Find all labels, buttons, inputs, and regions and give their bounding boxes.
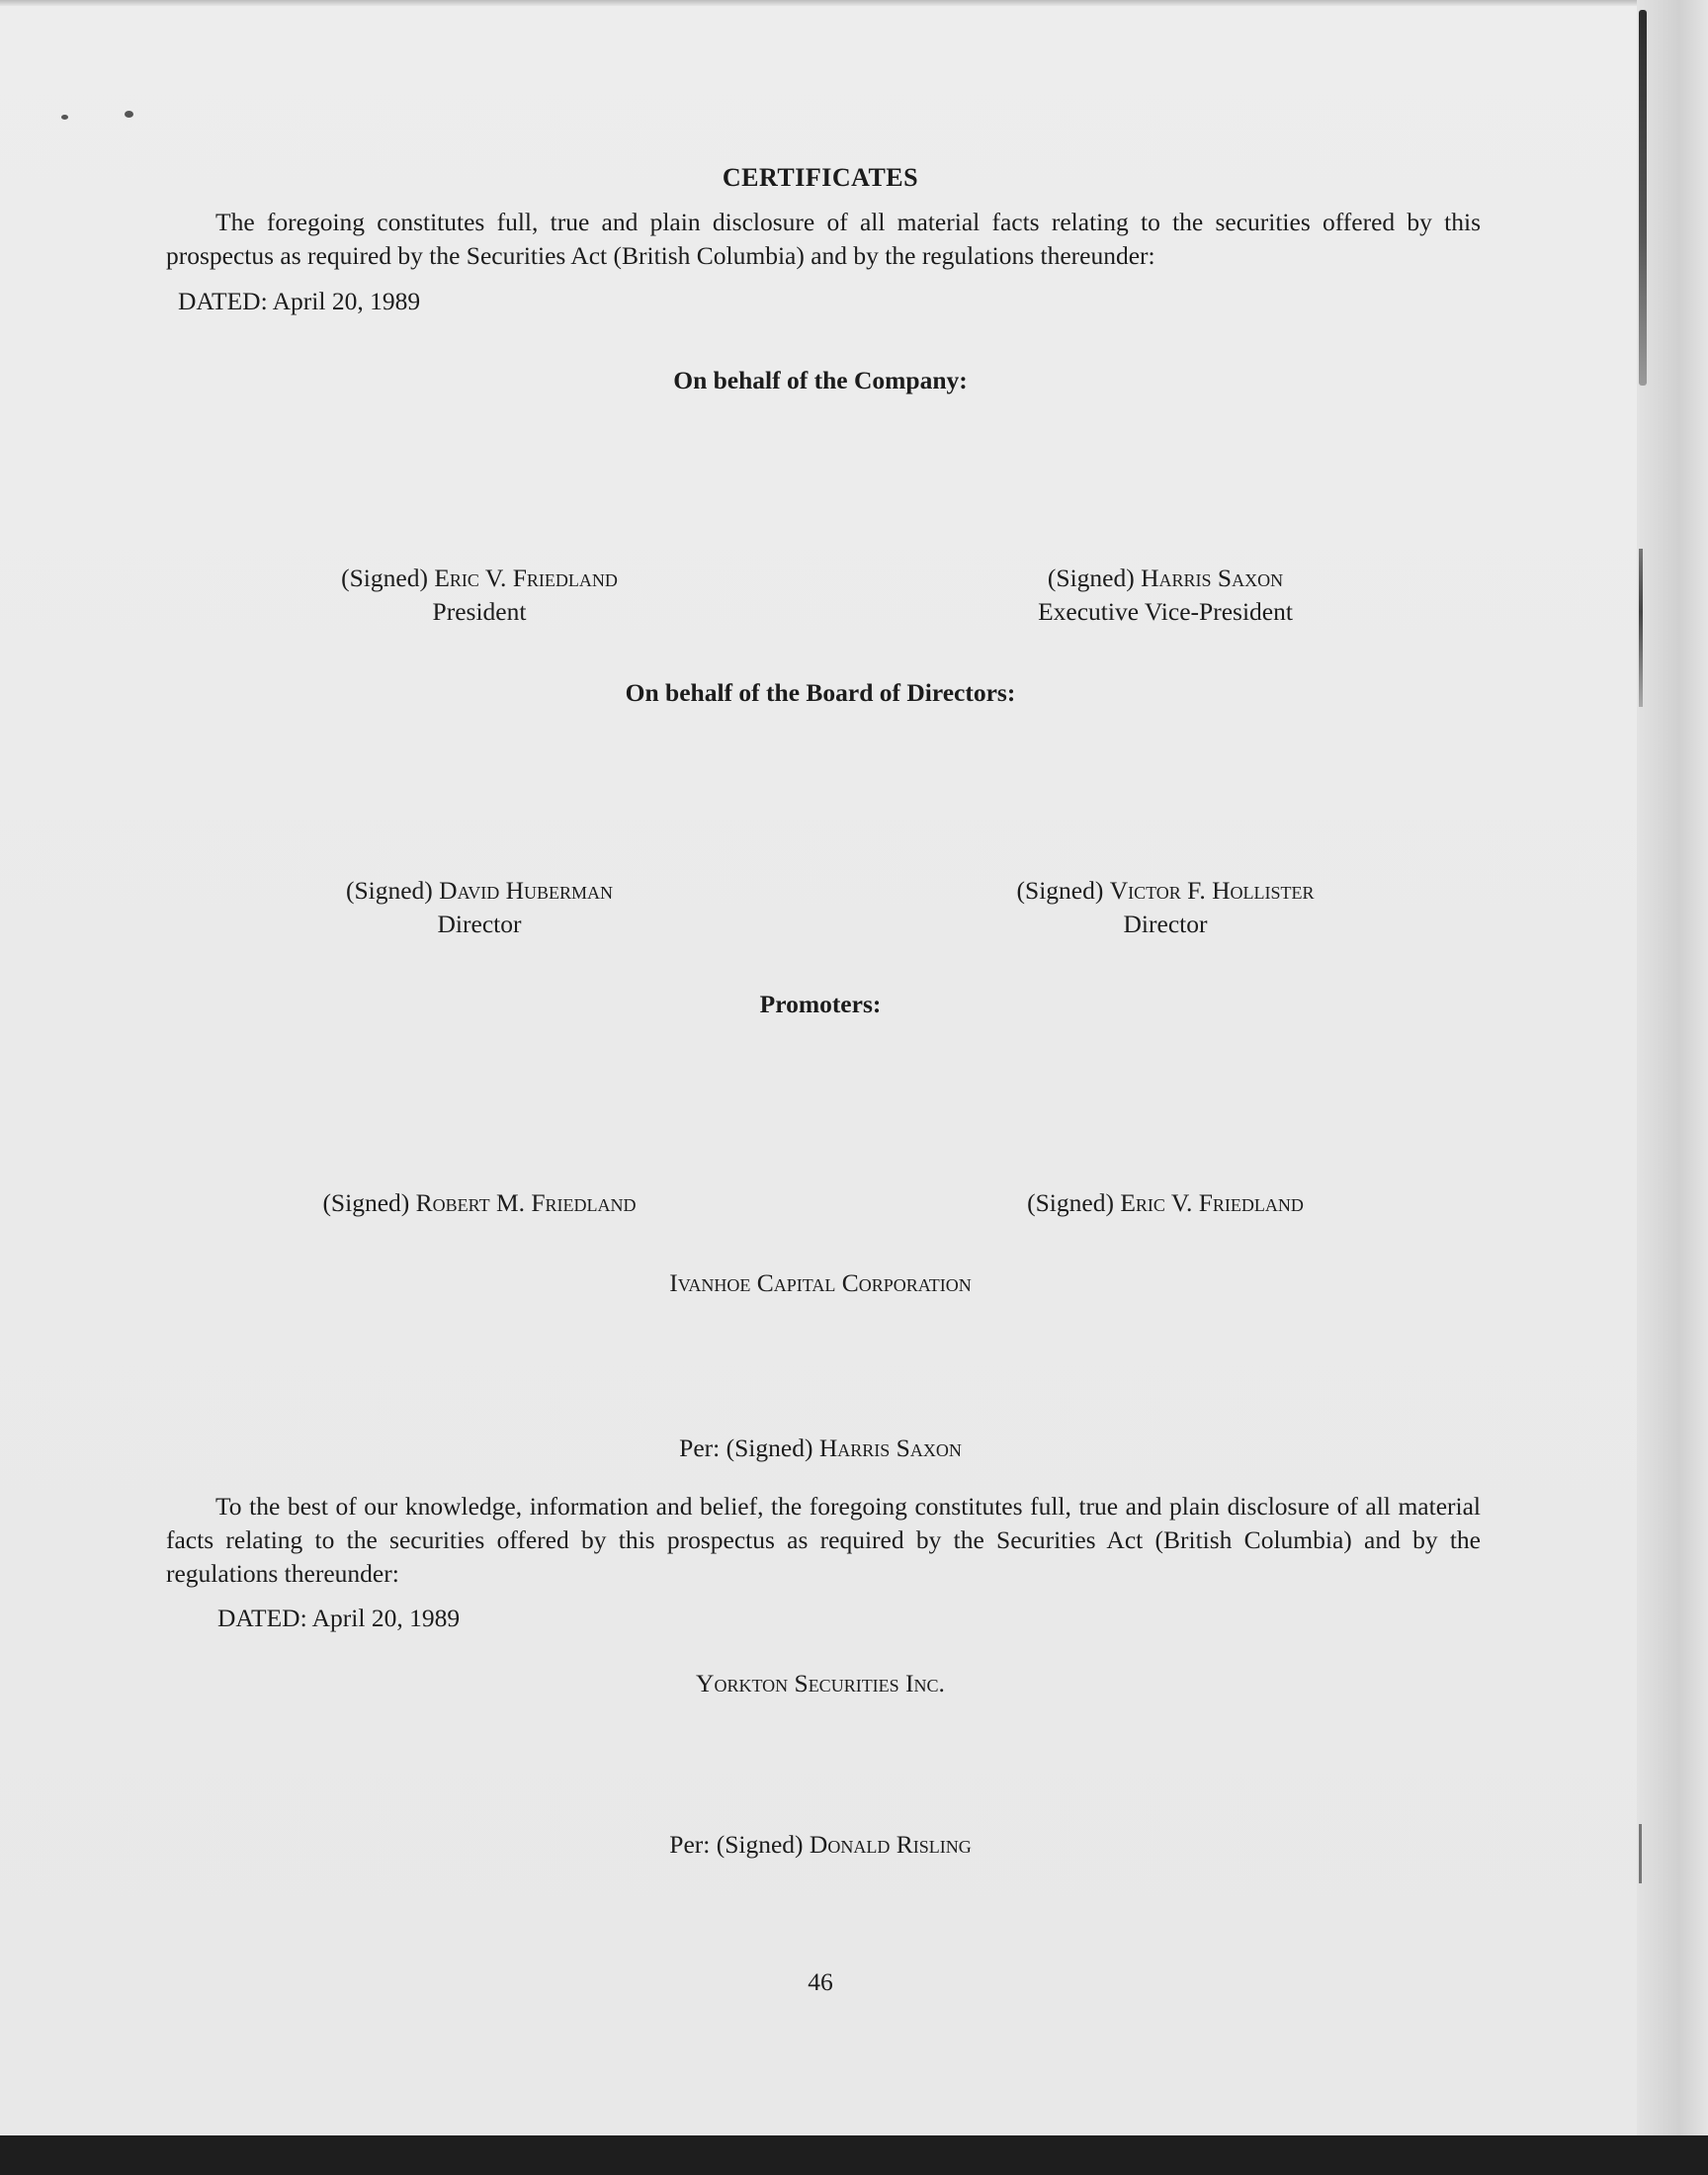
intro-paragraph: The foregoing constitutes full, true and plain disclosure of all material facts relating to the securities offered by this prospectus as required by the Securities Act (British Columbia) and by the regulations thereunder: [166, 208, 1481, 270]
underwriter-name: Yorkton Securities Inc. [696, 1669, 945, 1697]
signatory-name: Victor F. Hollister [1109, 876, 1315, 905]
board-heading: On behalf of the Board of Directors: [625, 678, 1016, 707]
signatory-promoter-1 [203, 1186, 756, 1220]
per-label: Per: (Signed) [669, 1830, 804, 1859]
signatory-name: Eric V. Friedland [434, 564, 618, 592]
company-heading: On behalf of the Company: [673, 366, 968, 394]
signatory-company-2 [889, 562, 1442, 629]
signed-label: (Signed) [345, 876, 433, 905]
signatory-role: Director [1123, 910, 1208, 938]
per-signatory-name: Harris Saxon [818, 1434, 962, 1462]
dated-line-1: DATED: April 20, 1989 [178, 287, 421, 315]
scan-edge-shadow [1639, 10, 1647, 386]
signed-label: (Signed) [1016, 876, 1104, 905]
signed-label: (Signed) [1047, 564, 1135, 592]
signed-label: (Signed) [341, 564, 428, 592]
page-right-edge [1637, 0, 1708, 2175]
signatory-role: Executive Vice-President [1038, 597, 1293, 626]
signatory-board-1 [203, 874, 756, 941]
page-bottom-edge [0, 2135, 1708, 2175]
signatory-board-2 [889, 874, 1442, 941]
scan-edge-shadow [1639, 549, 1643, 707]
promoter-corporation: Ivanhoe Capital Corporation [669, 1268, 972, 1297]
underwriter-paragraph: To the best of our knowledge, information and belief, the foregoing constitutes full, true and plain disclosure of all material facts relating to the securities offered by this prospectus as required by the Securities Act (British Columbia) and by the regulations thereunder: [166, 1492, 1481, 1588]
underwriter-per-line [158, 1830, 1483, 1860]
page-top-edge [0, 0, 1708, 6]
scan-speck [125, 111, 133, 118]
promoter-corp-per-line [158, 1434, 1483, 1463]
signatory-name: Harris Saxon [1141, 564, 1284, 592]
per-signatory-name: Donald Risling [809, 1830, 972, 1859]
signatory-role: President [432, 597, 527, 626]
signatory-role: Director [437, 910, 522, 938]
dated-line-2: DATED: April 20, 1989 [217, 1604, 461, 1632]
signatory-name: David Huberman [439, 876, 614, 905]
scan-speck [61, 115, 68, 120]
signatory-promoter-2 [889, 1186, 1442, 1220]
signed-label: (Signed) [1027, 1188, 1114, 1217]
per-label: Per: (Signed) [679, 1434, 813, 1462]
signatory-name: Robert M. Friedland [415, 1188, 637, 1217]
promoters-heading: Promoters: [759, 990, 882, 1018]
page-title: CERTIFICATES [722, 163, 919, 192]
signed-label: (Signed) [322, 1188, 410, 1217]
page-number: 46 [808, 1967, 833, 1996]
scan-edge-shadow [1639, 1824, 1642, 1883]
signatory-company-1 [203, 562, 756, 629]
signatory-name: Eric V. Friedland [1120, 1188, 1304, 1217]
